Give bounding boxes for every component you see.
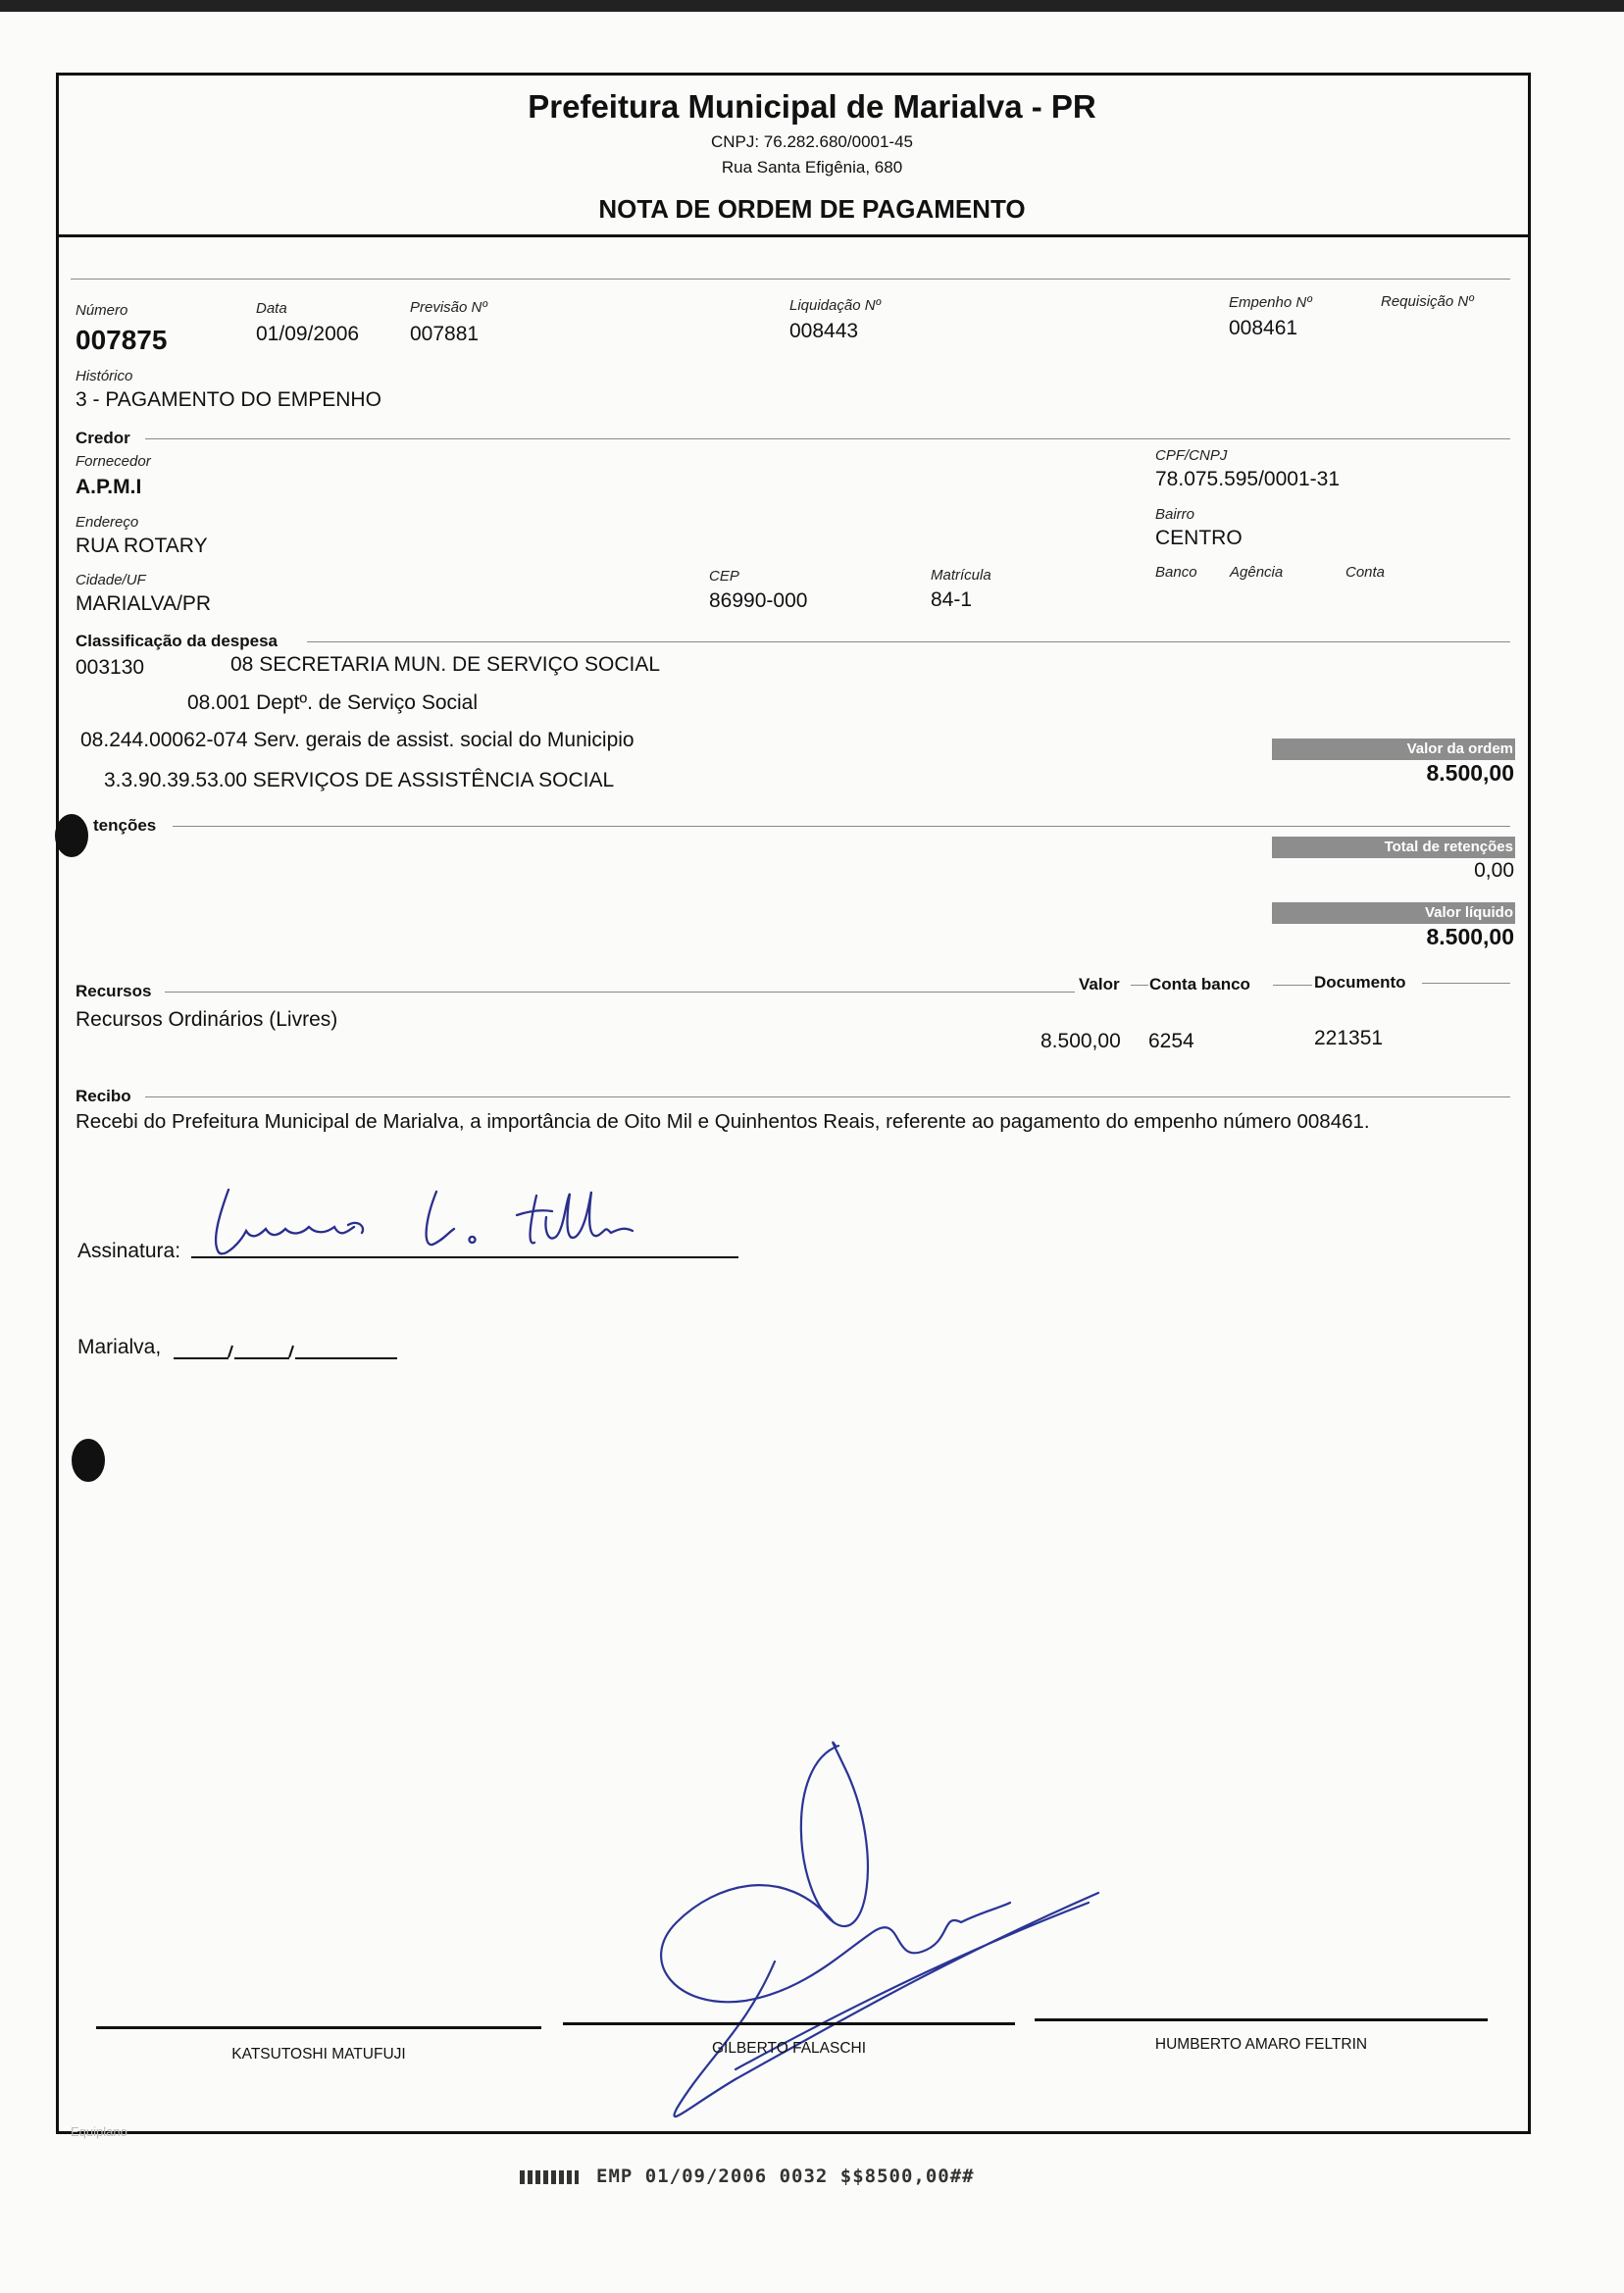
fornecedor-value: A.P.M.I xyxy=(76,476,142,498)
numero-label: Número xyxy=(76,302,128,319)
order-top-rule xyxy=(71,279,1510,280)
liquidacao-label: Liquidação Nº xyxy=(789,297,882,314)
recursos-descricao: Recursos Ordinários (Livres) xyxy=(76,1008,338,1031)
endereco-label: Endereço xyxy=(76,514,139,531)
recursos-conta: 6254 xyxy=(1148,1030,1194,1052)
stamp-text: EMP 01/09/2006 0032 $$8500,00## xyxy=(596,2166,975,2187)
handwritten-signature-amanda xyxy=(201,1172,652,1265)
cpf-label: CPF/CNPJ xyxy=(1155,447,1228,464)
retencoes-heading: tenções xyxy=(93,816,157,835)
recursos-documento-label: Documento xyxy=(1314,973,1406,992)
endereco-value: RUA ROTARY xyxy=(76,535,208,557)
recursos-rule xyxy=(165,992,1075,993)
handwritten-signature-gilberto xyxy=(628,1736,1118,2128)
signatory-1: KATSUTOSHI MATUFUJI xyxy=(231,2046,406,2063)
cpf-value: 78.075.595/0001-31 xyxy=(1155,468,1341,490)
recursos-conta-label: Conta banco xyxy=(1149,975,1250,994)
document-title: NOTA DE ORDEM DE PAGAMENTO xyxy=(598,194,1026,224)
historico-value: 3 - PAGAMENTO DO EMPENHO xyxy=(76,388,381,411)
bank-authentication-stamp xyxy=(520,2166,975,2187)
page-title: Prefeitura Municipal de Marialva - PR xyxy=(528,88,1096,125)
header-separator xyxy=(56,234,1531,237)
numero-value: 007875 xyxy=(76,325,168,355)
recibo-heading: Recibo xyxy=(76,1087,131,1105)
classificacao-line-4: 3.3.90.39.53.00 SERVIÇOS DE ASSISTÊNCIA SOCIAL xyxy=(104,769,615,791)
recursos-documento: 221351 xyxy=(1314,1027,1384,1049)
recibo-rule xyxy=(145,1096,1510,1097)
total-retencoes-value: 0,00 xyxy=(1474,859,1514,882)
classificacao-line-3: 08.244.00062-074 Serv. gerais de assist. social do Municipio xyxy=(80,729,634,751)
classificacao-code: 003130 xyxy=(76,656,145,679)
banco-label: Banco xyxy=(1155,564,1197,581)
credor-rule xyxy=(145,438,1510,439)
address-text: Rua Santa Efigênia, 680 xyxy=(721,158,903,177)
total-retencoes-label: Total de retenções xyxy=(1272,837,1515,858)
scan-top-edge xyxy=(0,0,1624,12)
signatory-2: GILBERTO FALASCHI xyxy=(711,2040,867,2057)
software-watermark: Equiplano xyxy=(71,2124,127,2139)
matricula-value: 84-1 xyxy=(931,588,973,611)
signature-line-2 xyxy=(563,2022,1015,2025)
liquidacao-value: 008443 xyxy=(789,320,859,342)
signature-line-1 xyxy=(96,2026,541,2029)
classificacao-line-2: 08.001 Deptº. de Serviço Social xyxy=(187,691,479,714)
recursos-valor: 8.500,00 xyxy=(1040,1030,1121,1052)
signature-line-3 xyxy=(1035,2018,1488,2021)
cnpj-text: CNPJ: 76.282.680/0001-45 xyxy=(710,132,914,151)
requisicao-label: Requisição Nº xyxy=(1381,293,1474,310)
classificacao-heading: Classificação da despesa xyxy=(76,632,279,650)
valor-liquido-label: Valor líquido xyxy=(1272,902,1515,924)
valor-ordem-label: Valor da ordem xyxy=(1272,739,1515,760)
recursos-valor-label: Valor xyxy=(1079,975,1120,994)
data-label: Data xyxy=(256,300,287,317)
recursos-heading: Recursos xyxy=(76,982,152,1000)
local-label: Marialva, xyxy=(77,1336,162,1358)
classificacao-rule xyxy=(307,641,1510,642)
punch-hole-mark-2 xyxy=(72,1439,105,1482)
valor-ordem-value: 8.500,00 xyxy=(1426,760,1514,786)
fornecedor-label: Fornecedor xyxy=(76,453,151,470)
punch-hole-mark xyxy=(55,814,88,857)
cep-value: 86990-000 xyxy=(709,589,808,612)
previsao-label: Previsão Nº xyxy=(410,299,487,316)
classificacao-line-1: 08 SECRETARIA MUN. DE SERVIÇO SOCIAL xyxy=(230,653,661,676)
retencoes-rule xyxy=(173,826,1510,827)
recursos-rule-4 xyxy=(1422,983,1510,984)
bairro-label: Bairro xyxy=(1155,506,1195,523)
cidade-label: Cidade/UF xyxy=(76,572,146,588)
credor-heading: Credor xyxy=(76,429,130,447)
empenho-value: 008461 xyxy=(1229,317,1298,339)
empenho-label: Empenho Nº xyxy=(1229,294,1312,311)
recursos-rule-3 xyxy=(1273,985,1312,986)
assinatura-label: Assinatura: xyxy=(77,1240,181,1262)
cidade-value: MARIALVA/PR xyxy=(76,592,212,615)
cep-label: CEP xyxy=(709,568,739,585)
matricula-label: Matrícula xyxy=(931,567,991,584)
agencia-label: Agência xyxy=(1230,564,1284,581)
conta-label: Conta xyxy=(1345,564,1386,581)
previsao-value: 007881 xyxy=(410,323,480,345)
recursos-rule-2 xyxy=(1131,985,1148,986)
historico-label: Histórico xyxy=(76,368,133,384)
date-blank-lines xyxy=(172,1344,402,1359)
valor-liquido-value: 8.500,00 xyxy=(1426,924,1514,949)
signatory-3: HUMBERTO AMARO FELTRIN xyxy=(1154,2036,1368,2053)
bairro-value: CENTRO xyxy=(1155,527,1243,549)
data-value: 01/09/2006 xyxy=(256,323,360,345)
recibo-text: Recebi do Prefeitura Municipal de Marialva, a importância de Oito Mil e Quinhentos Reais, referente ao pagamento do empenho número 008461. xyxy=(76,1110,1370,1133)
